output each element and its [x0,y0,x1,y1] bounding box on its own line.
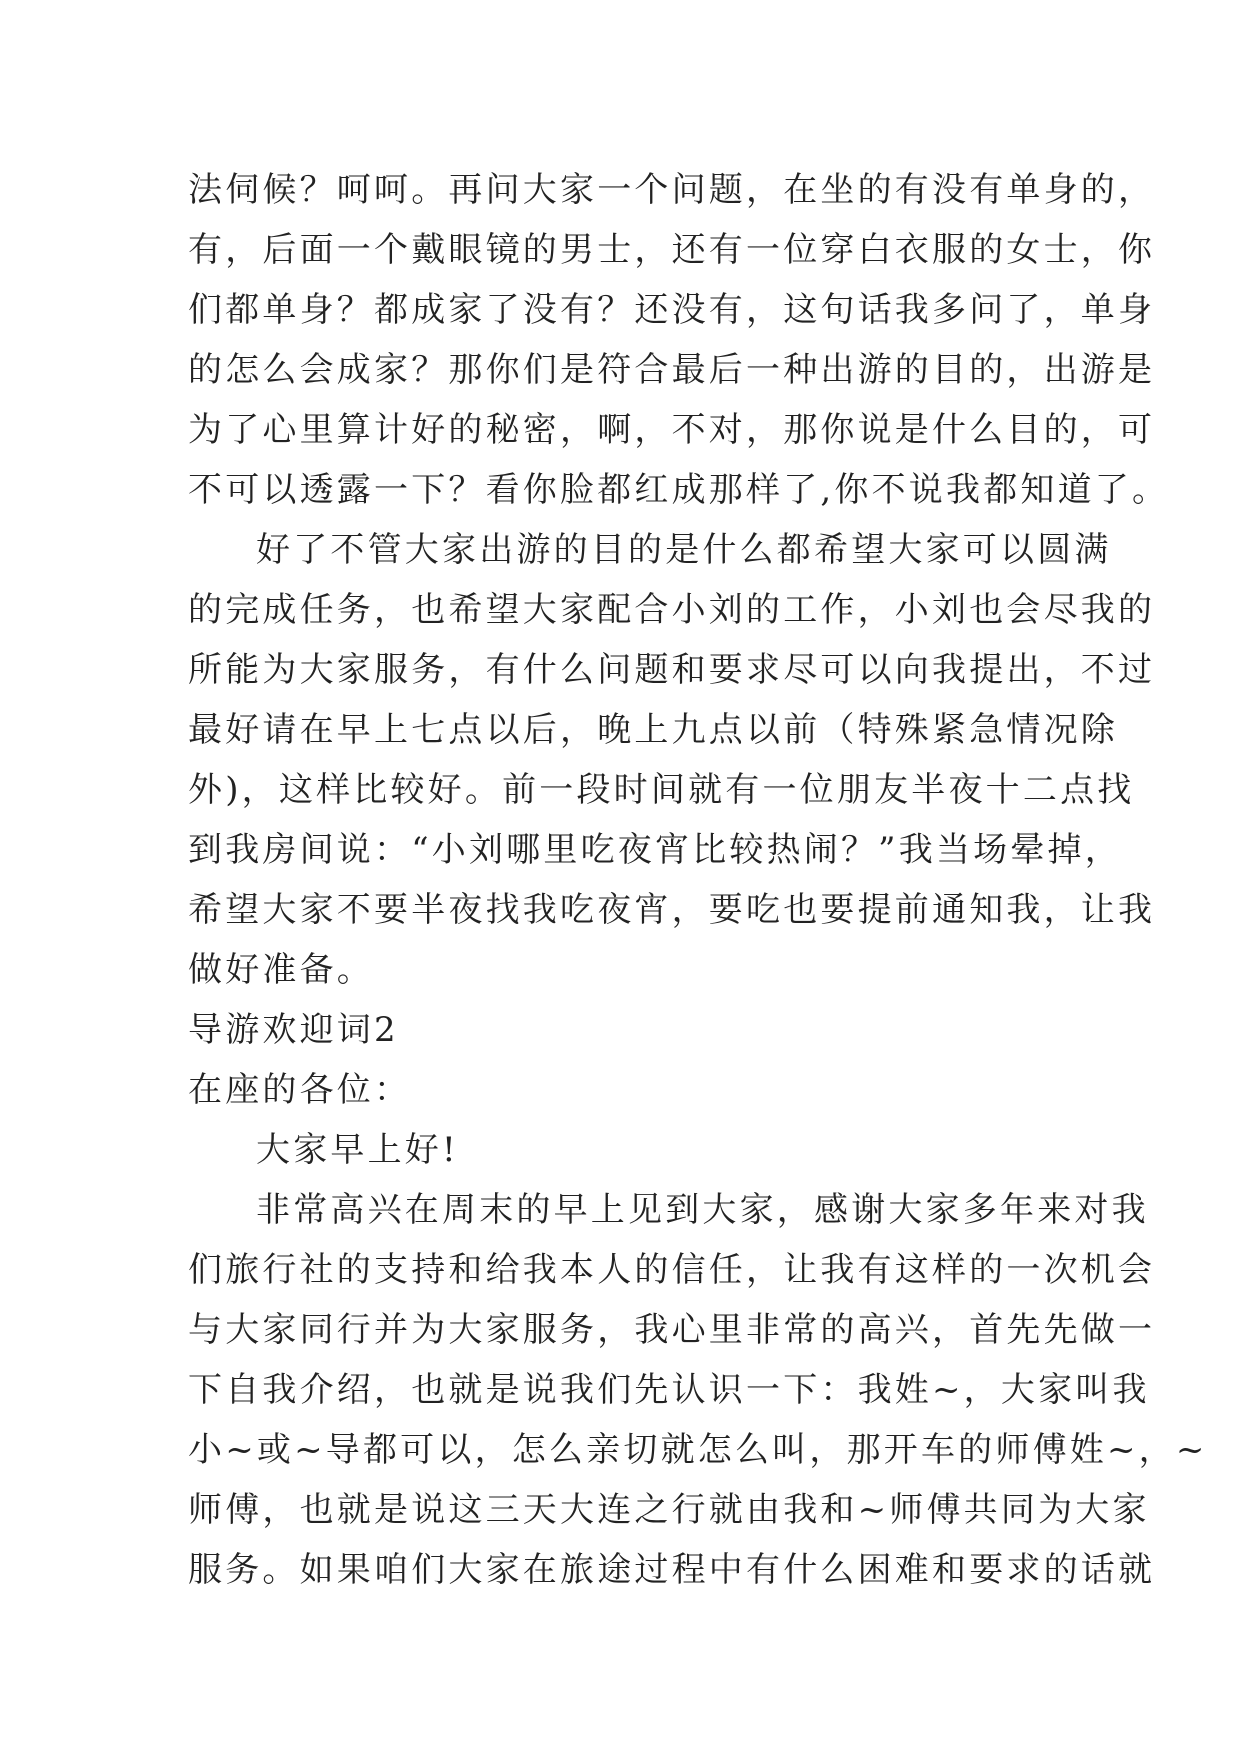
paragraph-line: 到我房间说：“小刘哪里吃夜宵比较热闹？”我当场晕掉， [188,830,1122,870]
paragraph-line: 为了心里算计好的秘密，啊，不对，那你说是什么目的，可 [188,410,1156,450]
greeting: 大家早上好! [256,1130,459,1170]
paragraph-line: 小~或~导都可以，怎么亲切就怎么叫，那开车的师傅姓~，~ [188,1430,1208,1470]
paragraph-line: 的怎么会成家？那你们是符合最后一种出游的目的，出游是 [188,350,1156,390]
paragraph-line: 与大家同行并为大家服务，我心里非常的高兴，首先先做一 [188,1310,1156,1350]
paragraph-line: 服务。如果咱们大家在旅途过程中有什么困难和要求的话就 [188,1550,1156,1590]
paragraph-line: 希望大家不要半夜找我吃夜宵，要吃也要提前通知我，让我 [188,890,1156,930]
paragraph-line: 非常高兴在周末的早上见到大家，感谢大家多年来对我 [256,1190,1149,1230]
paragraph-line: 的完成任务，也希望大家配合小刘的工作，小刘也会尽我的 [188,590,1156,630]
paragraph-line: 做好准备。 [188,950,374,990]
section-heading: 导游欢迎词2 [188,1010,399,1050]
paragraph-line: 们都单身？都成家了没有？还没有，这句话我多问了，单身 [188,290,1156,330]
paragraph-line: 不可以透露一下？看你脸都红成那样了,你不说我都知道了。 [188,470,1170,510]
paragraph-line: 下自我介绍，也就是说我们先认识一下：我姓~，大家叫我 [188,1370,1150,1410]
paragraph-line: 最好请在早上七点以后，晚上九点以前（特殊紧急情况除 [188,710,1118,750]
paragraph-line: 师傅，也就是说这三天大连之行就由我和~师傅共同为大家 [188,1490,1150,1530]
paragraph-line: 法伺候？呵呵。再问大家一个问题，在坐的有没有单身的， [188,170,1156,210]
paragraph-line: 外)，这样比较好。前一段时间就有一位朋友半夜十二点找 [188,770,1135,810]
paragraph-line: 有，后面一个戴眼镜的男士，还有一位穿白衣服的女士，你 [188,230,1156,270]
salutation: 在座的各位： [188,1070,412,1110]
paragraph-line: 们旅行社的支持和给我本人的信任，让我有这样的一次机会 [188,1250,1156,1290]
paragraph-line: 所能为大家服务，有什么问题和要求尽可以向我提出，不过 [188,650,1156,690]
paragraph-line: 好了不管大家出游的目的是什么都希望大家可以圆满 [256,530,1112,570]
